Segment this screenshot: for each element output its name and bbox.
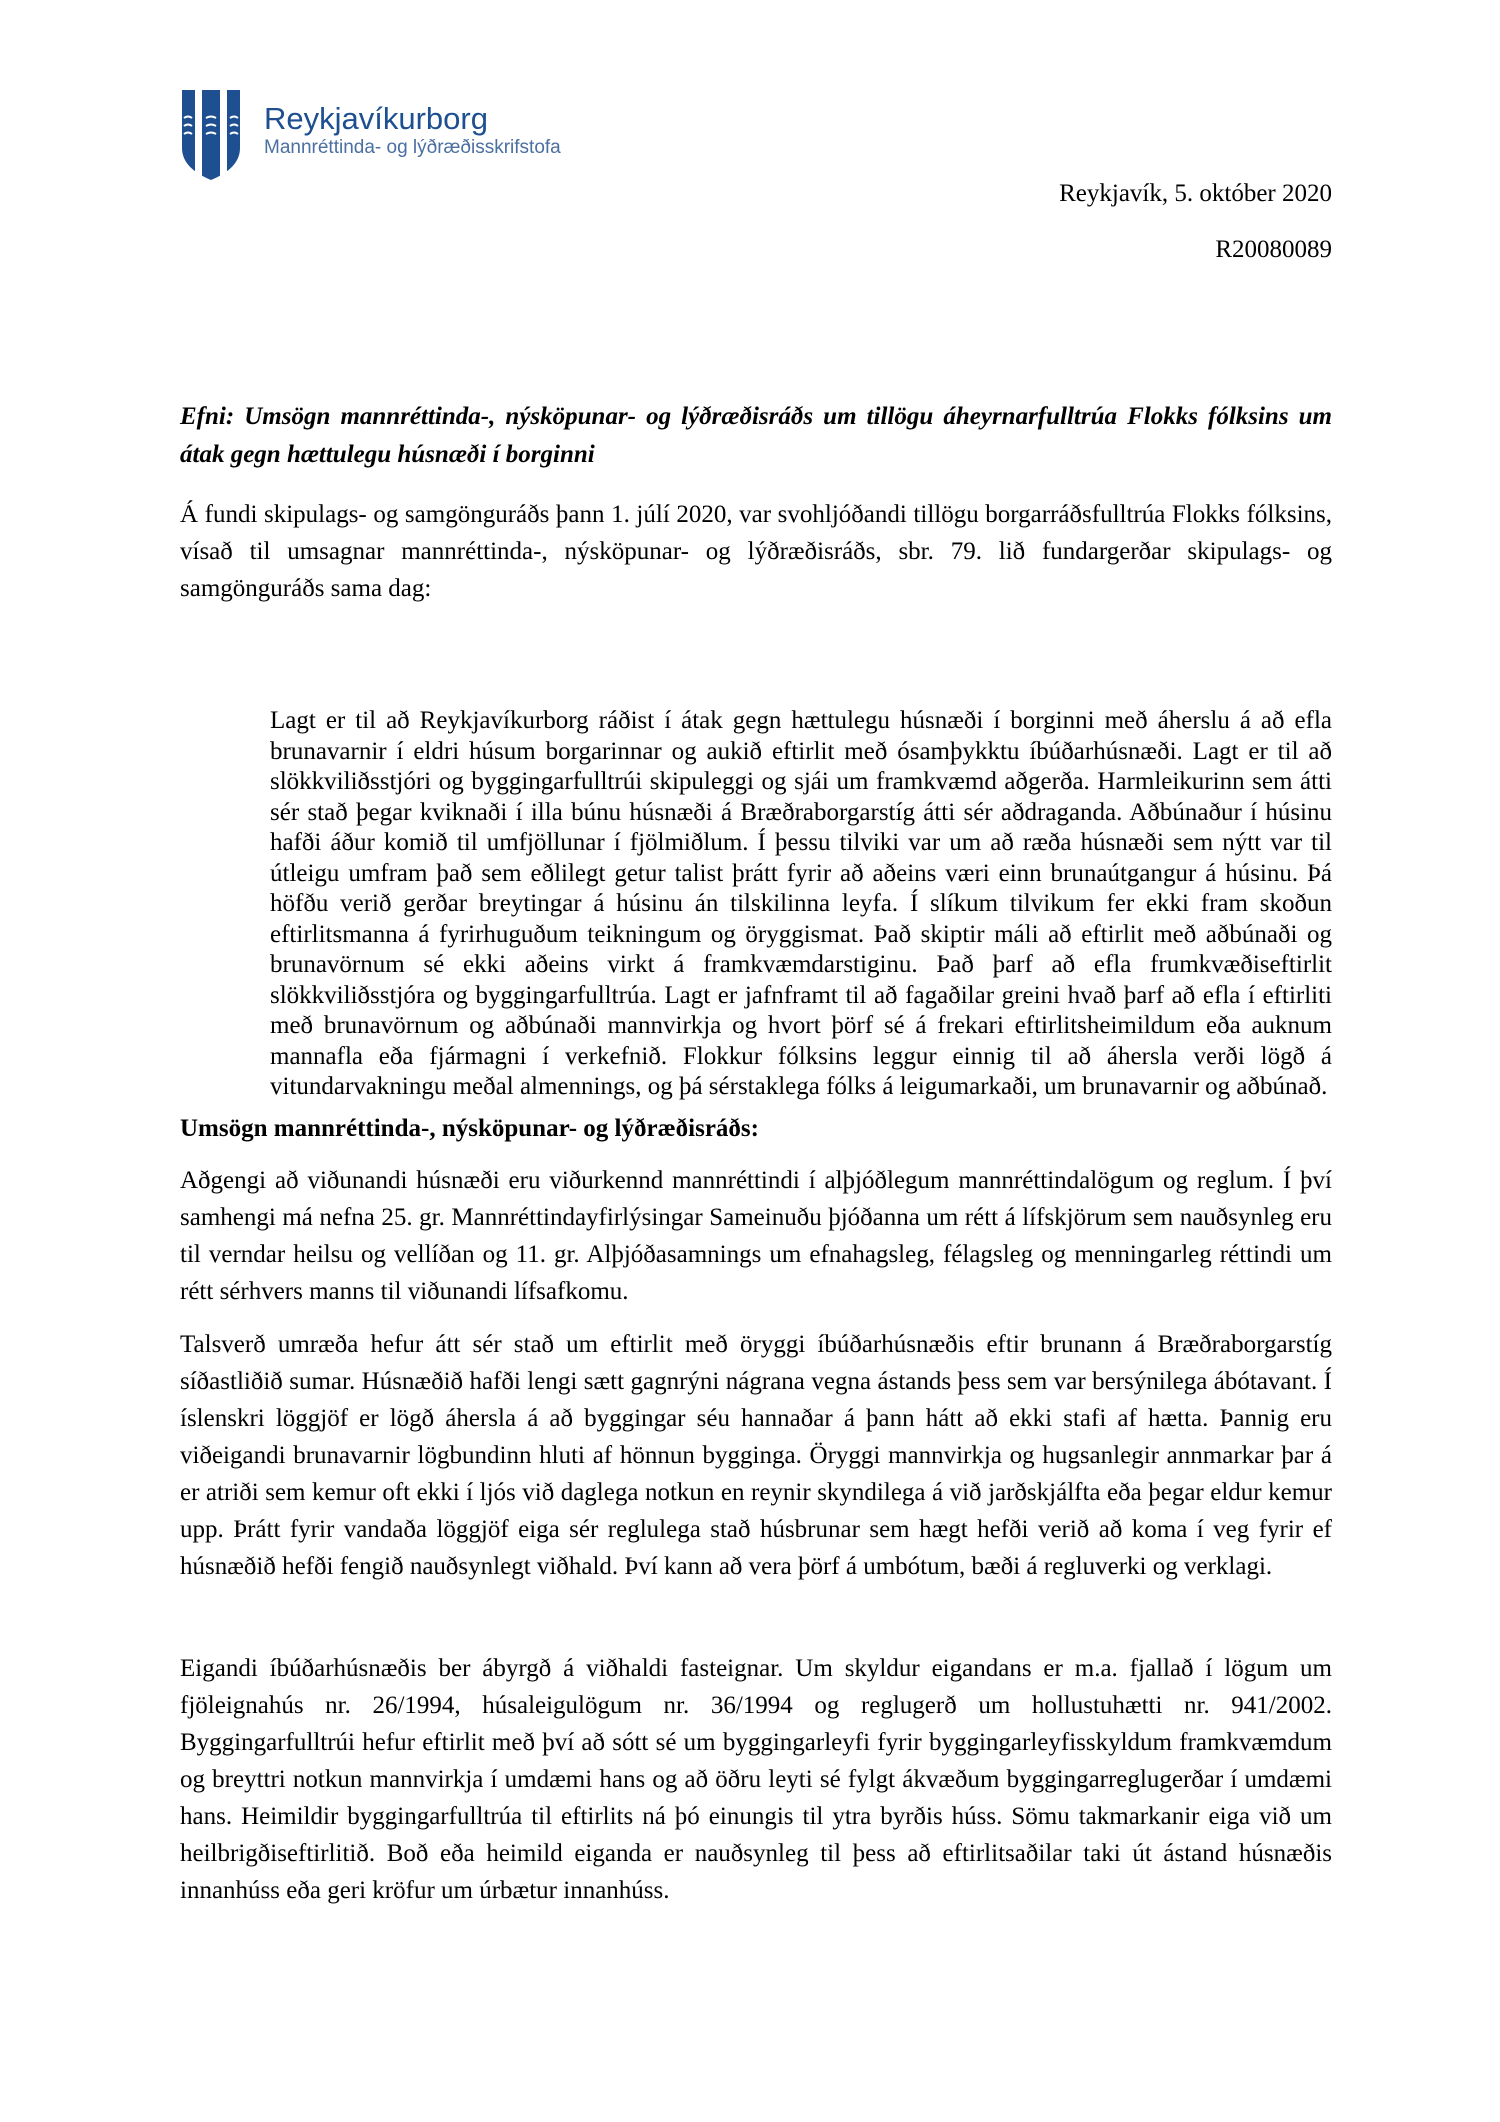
org-name: Reykjavíkurborg xyxy=(264,101,488,136)
department-name: Mannréttinda- og lýðræðisskrifstofa xyxy=(264,137,561,158)
section-heading: Umsögn mannréttinda-, nýsköpunar- og lýðræðisráðs: xyxy=(180,1115,759,1142)
quoted-proposal: Lagt er til að Reykjavíkurborg ráðist í átak gegn hættulegu húsnæði í borginni með áherslu á að efla brunavarnir í eldri húsum borgarinnar og aukið eftirlit með ósamþykktu íbúðarhúsnæði. Lagt er til að slökkviliðsstjóri og byggingarfulltrúi skipuleggi og sjái um framkvæmd aðgerða. Harmleikurinn sem átti sér stað þegar kviknaði í illa búnu húsnæði á Bræðraborgarstíg átti sér aðdraganda. Aðbúnaður í húsinu hafði áður komið til umfjöllunar í fjölmiðlum. Í þessu tilviki var um að ræða húsnæði sem nýtt var til útleigu umfram það sem eðlilegt getur talist þrátt fyrir að aðeins væri einn brunaútgangur á húsinu. Þá höfðu verið gerðar breytingar á húsinu án tilskilinna leyfa. Í slíkum tilvikum fer ekki fram skoðun eftirlitsmanna á fyrirhuguðum teikningum og öryggismat. Það skiptir máli að eftirlit með aðbúnaði og brunavörnum sé ekki aðeins virkt á framkvæmdarstiginu. Það þarf að efla frumkvæðiseftirlit slökkviliðsstjóra og byggingarfulltrúa. Lagt er jafnframt til að fagaðilar greini hvað þarf að efla í eftirliti með brunavörnum og aðbúnaði mannvirkja og hvort þörf sé á frekari eftirlitsheimildum eða auknum mannafla eða fjármagni í verkefnið. Flokkur fólksins leggur einnig til að áhersla verði lögð á vitundarvakningu meðal almennings, og þá sérstaklega fólks á leigumarkaði, um brunavarnir og aðbúnað. xyxy=(270,707,1332,1100)
letterhead-logo xyxy=(180,88,561,182)
reykjavik-coat-of-arms-icon xyxy=(180,88,242,182)
intro-paragraph: Á fundi skipulags- og samgönguráðs þann 1. júlí 2020, var svohljóðandi tillögu borgarráðsfulltrúa Flokks fólksins, vísað til umsagnar mannréttinda-, nýsköpunar- og lýðræðisráðs, sbr. 79. lið fundargerðar skipulags- og samgönguráðs sama dag: xyxy=(180,501,1332,602)
body-paragraph: Aðgengi að viðunandi húsnæði eru viðurkennd mannréttindi í alþjóðlegum mannréttindalögum og reglum. Í því samhengi má nefna 25. gr. Mannréttindayfirlýsingar Sameinuðu þjóðanna um rétt á lífskjörum sem nauðsynleg eru til verndar heilsu og vellíðan og 11. gr. Alþjóðasamnings um efnahagsleg, félagsleg og menningarleg réttindi um rétt sérhvers manns til viðunandi lífsafkomu. xyxy=(180,1167,1332,1305)
letter-date: Reykjavík, 5. október 2020 xyxy=(1059,180,1332,207)
reference-number: R20080089 xyxy=(1215,236,1332,263)
subject-line: Efni: Umsögn mannréttinda-, nýsköpunar- og lýðræðisráðs um tillögu áheyrnarfulltrúa Flokks fólksins um átak gegn hættulegu húsnæði í borginni xyxy=(180,403,1332,468)
body-paragraph: Eigandi íbúðarhúsnæðis ber ábyrgð á viðhaldi fasteignar. Um skyldur eigandans er m.a. fjallað í lögum um fjöleignahús nr. 26/1994, húsaleigulögum nr. 36/1994 og reglugerð um hollustuhætti nr. 941/2002. Byggingarfulltrúi hefur eftirlit með því að sótt sé um byggingarleyfi fyrir byggingarleyfisskyldum framkvæmdum og breyttri notkun mannvirkja í umdæmi hans og að öðru leyti sé fylgt ákvæðum byggingarreglugerðar í umdæmi hans. Heimildir byggingarfulltrúa til eftirlits ná þó einungis til ytra byrðis húss. Sömu takmarkanir eiga við um heilbrigðiseftirlitið. Boð eða heimild eiganda er nauðsynleg til þess að eftirlitsaðilar taki út ástand húsnæðis innanhúss eða geri kröfur um úrbætur innanhúss. xyxy=(180,1655,1332,1904)
body-paragraph: Talsverð umræða hefur átt sér stað um eftirlit með öryggi íbúðarhúsnæðis eftir brunann á Bræðraborgarstíg síðastliðið sumar. Húsnæðið hafði lengi sætt gagnrýni nágrana vegna ástands þess sem var bersýnilega ábótavant. Í íslenskri löggjöf er lögð áhersla á að byggingar séu hannaðar á þann hátt að ekki stafi af hætta. Þannig eru viðeigandi brunavarnir lögbundinn hluti af hönnun bygginga. Öryggi mannvirkja og hugsanlegir annmarkar þar á er atriði sem kemur oft ekki í ljós við daglega notkun en reynir skyndilega á við jarðskjálfta eða þegar eldur kemur upp. Þrátt fyrir vandaða löggjöf eiga sér reglulega stað húsbrunar sem hægt hefði verið að koma í veg fyrir ef húsnæðið hefði fengið nauðsynlegt viðhald. Því kann að vera þörf á umbótum, bæði á regluverki og verklagi. xyxy=(180,1331,1332,1580)
